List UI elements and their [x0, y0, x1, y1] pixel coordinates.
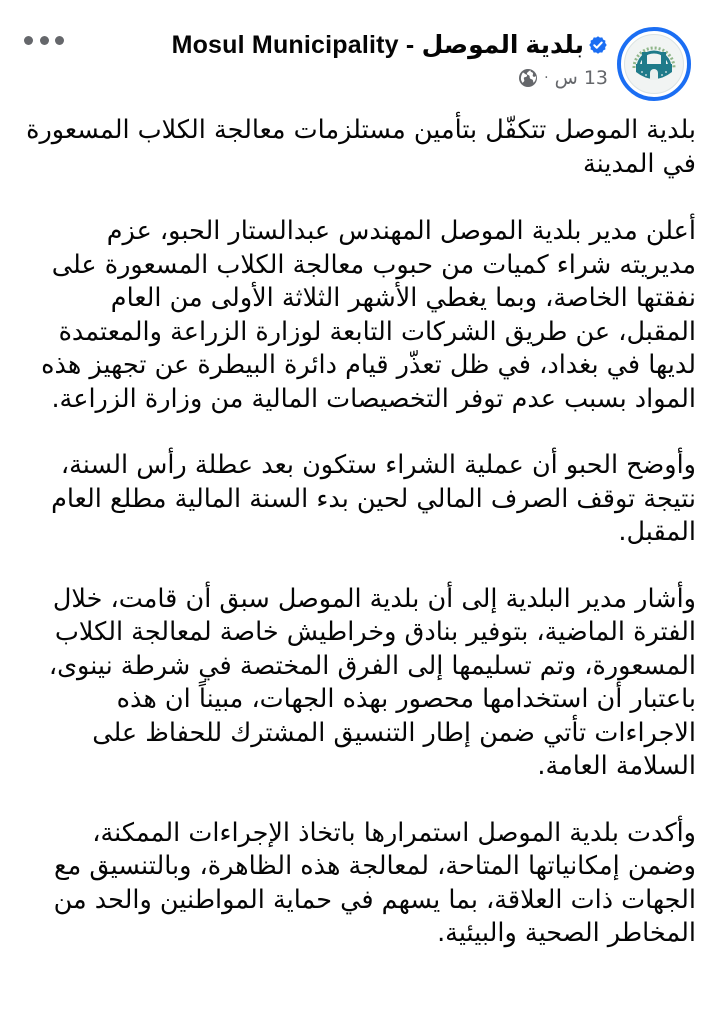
meta-separator: · — [544, 70, 549, 86]
post-meta — [518, 64, 608, 92]
verified-badge-icon — [588, 35, 608, 55]
more-options-button[interactable] — [24, 30, 64, 50]
page-avatar[interactable] — [617, 27, 691, 101]
mosul-municipality-logo-icon — [628, 38, 680, 90]
post-paragraph: أعلن مدير بلدية الموصل المهندس عبدالستار الحبو، عزم مديريته شراء كميات من حبوب معالجة الكلاب المسعورة على نفقتها الخاصة، وبما يغطي الأشهر الثلاثة الأولى من العام المقبل، عن طريق الشركات التابعة لوزارة الزراعة والمعتمدة لديها في بغداد، في ظل تعذّر قيام دائرة البيطرة عن تجهيز هذه المواد بسبب عدم توفر التخصيصات المالية من وزارة الزراعة. — [41, 216, 696, 414]
page-name-row — [172, 28, 608, 62]
more-dot-icon — [40, 36, 49, 45]
post-headline: بلدية الموصل تتكفّل بتأمين مستلزمات معالجة الكلاب المسعورة في المدينة — [26, 115, 696, 179]
avatar-emblem — [624, 34, 684, 94]
globe-icon[interactable] — [518, 68, 538, 88]
more-dot-icon — [24, 36, 33, 45]
more-dot-icon — [55, 36, 64, 45]
post-timestamp[interactable]: 13 س — [554, 67, 608, 89]
post-header — [0, 0, 720, 110]
page-name-link[interactable]: Mosul Municipality - بلدية الموصل — [171, 31, 584, 59]
post-paragraph: وأشار مدير البلدية إلى أن بلدية الموصل سبق أن قامت، خلال الفترة الماضية، بتوفير بنادق وخراطيش خاصة لمعالجة الكلاب المسعورة، وتم تسليمها إلى الفرق المختصة في شرطة نينوى، باعتبار أن استخدامها محصور بهذه الجهات، مبيناً ان هذه الاجراءات تأتي ضمن إطار التنسيق المشترك للحفاظ على السلامة العامة. — [48, 583, 696, 781]
post-paragraph: وأكدت بلدية الموصل استمرارها باتخاذ الإجراءات الممكنة، وضمن إمكانياتها المتاحة، لمعالجة هذه الظاهرة، وبالتنسيق مع الجهات ذات العلاقة، بما يسهم في حماية المواطنين والحد من المخاطر الصحية والبيئية. — [53, 817, 696, 948]
post-paragraph: وأوضح الحبو أن عملية الشراء ستكون بعد عطلة رأس السنة، نتيجة توقف الصرف المالي لحين بدء السنة المالية مطلع العام المقبل. — [51, 450, 696, 547]
post-body — [26, 114, 696, 984]
